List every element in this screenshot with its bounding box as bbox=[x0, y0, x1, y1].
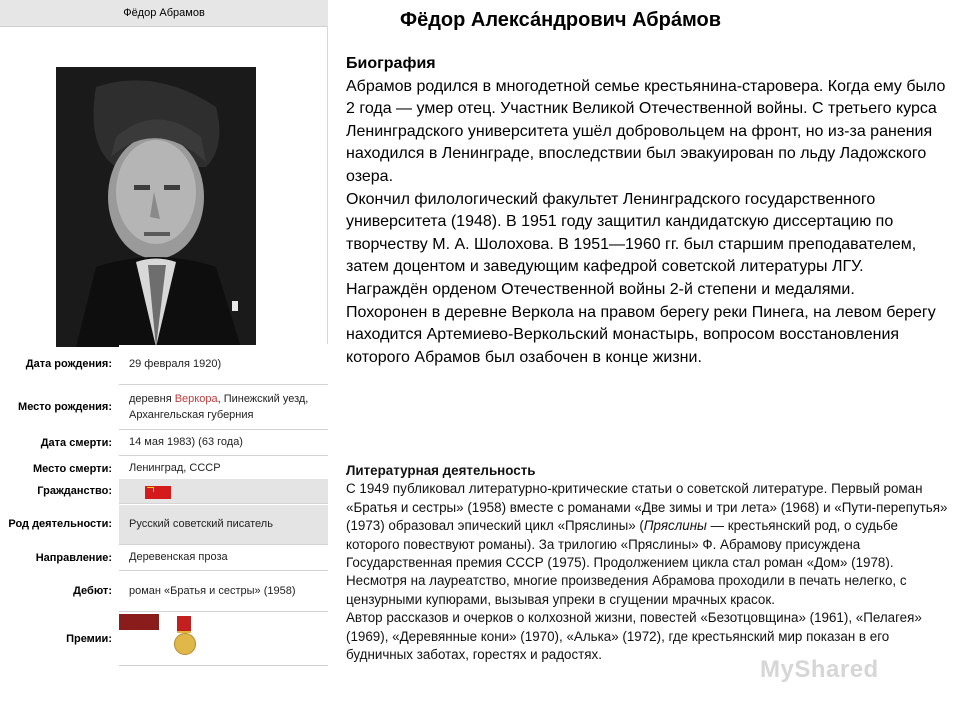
lit-text-a: С 1949 публиковал литературно-критические статьи о советской литературе. Первый роман «Братья и сестры» (1958) вместе с романами «Две зимы и три лета» (1968) и «Пути-перепутья» (1973) образовал эпический цикл «Пряслины» ( bbox=[346, 481, 948, 534]
bio-paragraph: Похоронен в деревне Веркола на правом берегу реки Пинега, на левом берегу находится Артемиево-Веркольский монастырь, вопросом восстановления которого Абрамов был озабочен в конце жизни. bbox=[346, 303, 936, 366]
row-birth-date bbox=[0, 345, 328, 385]
order-ribbon-icon bbox=[119, 614, 159, 630]
row-debut bbox=[0, 572, 328, 612]
infobox bbox=[0, 0, 328, 668]
watermark: MyShared bbox=[760, 656, 879, 683]
row-death-date bbox=[0, 431, 328, 456]
literary-heading: Литературная деятельность bbox=[346, 463, 536, 478]
lit-paragraph bbox=[346, 480, 950, 609]
row-awards bbox=[0, 613, 328, 666]
value-death-place: Ленинград, СССР bbox=[119, 457, 328, 482]
label-occupation: Род деятельности: bbox=[8, 518, 112, 531]
biography-section bbox=[346, 53, 946, 369]
value-direction: Деревенская проза bbox=[119, 546, 328, 571]
label-birth-place: Место рождения: bbox=[18, 401, 112, 414]
label-death-date: Дата смерти: bbox=[40, 436, 112, 449]
lit-text-b: — крестьянский род, о судьбе которого повествуют романы). За трилогию «Пряслины» Ф. Абрамову присуждена Государственная премия СССР (1975). Продолжением цикла стал роман «Дом» (1978). Несмотря на лауреатство, многие произведения Абрамова проходили в печать нелегко, с цензурными купюрами, вызывая упреки в сгущении мрачных красок. bbox=[346, 518, 907, 607]
infobox-header: Фёдор Абрамов bbox=[0, 0, 328, 27]
bio-paragraph: Окончил филологический факультет Ленинградского государственного университета (1948). В 1951 году защитил кандидатскую диссертацию по творчеству М. А. Шолохова. В 1951—1960 гг. был старшим преподавателем, затем доцентом и заведующим кафедрой советской литературы ЛГУ. bbox=[346, 190, 917, 276]
photo-frame bbox=[0, 26, 328, 344]
value-death-date: 14 мая 1983) (63 года) bbox=[119, 431, 328, 456]
portrait-photo bbox=[56, 67, 256, 347]
biography-heading: Биография bbox=[346, 55, 436, 72]
bio-paragraph: Награждён орденом Отечественной войны 2-й степени и медалями. bbox=[346, 280, 855, 298]
label-direction: Направление: bbox=[35, 551, 112, 564]
value-birth-place bbox=[119, 386, 328, 430]
link-verkora[interactable]: Веркора bbox=[174, 392, 218, 405]
row-birth-place bbox=[0, 386, 328, 430]
ussr-flag-icon bbox=[145, 486, 171, 499]
value-citizenship bbox=[119, 479, 328, 504]
label-debut: Дебют: bbox=[73, 585, 112, 598]
row-occupation bbox=[0, 505, 328, 545]
medal-ribbon-icon bbox=[177, 616, 191, 633]
literary-section bbox=[346, 462, 950, 664]
bio-paragraph: Абрамов родился в многодетной семье крестьянина-старовера. Когда ему было 2 года — умер отец. Участник Великой Отечественной войны. С третьего курса Ленинградского университета ушёл добровольцем на фронт, но из-за ранения находился в Ленинграде, впоследствии был эвакуирован по льду Ладожского озера. bbox=[346, 77, 946, 185]
label-death-place: Место смерти: bbox=[32, 462, 112, 475]
value-occupation: Русский советский писатель bbox=[119, 505, 328, 545]
label-citizenship: Гражданство: bbox=[37, 484, 112, 497]
label-birth-date: Дата рождения: bbox=[25, 358, 112, 371]
page-title: Фёдор Алекса́ндрович Абра́мов bbox=[400, 9, 722, 31]
birth-place-prefix: деревня bbox=[129, 392, 175, 405]
lit-emphasis: Пряслины bbox=[643, 518, 707, 534]
row-direction bbox=[0, 546, 328, 571]
lit-paragraph: Автор рассказов и очерков о колхозной жизни, повестей «Безотцовщина» (1961), «Пелагея» (1969), «Деревянные кони» (1970), «Алька» (1972), где крестьянский мир показан в его будничных заботах, горестях и радостях. bbox=[346, 610, 922, 663]
birth-place-suffix: , Пинежский уезд, Архангельская губерния bbox=[129, 392, 309, 421]
value-birth-date: 29 февраля 1920) bbox=[119, 345, 328, 385]
value-awards bbox=[119, 613, 328, 666]
row-citizenship bbox=[0, 479, 328, 504]
value-debut: роман «Братья и сестры» (1958) bbox=[119, 572, 328, 612]
state-prize-medal-icon bbox=[174, 633, 196, 655]
label-awards: Премии: bbox=[66, 632, 112, 645]
